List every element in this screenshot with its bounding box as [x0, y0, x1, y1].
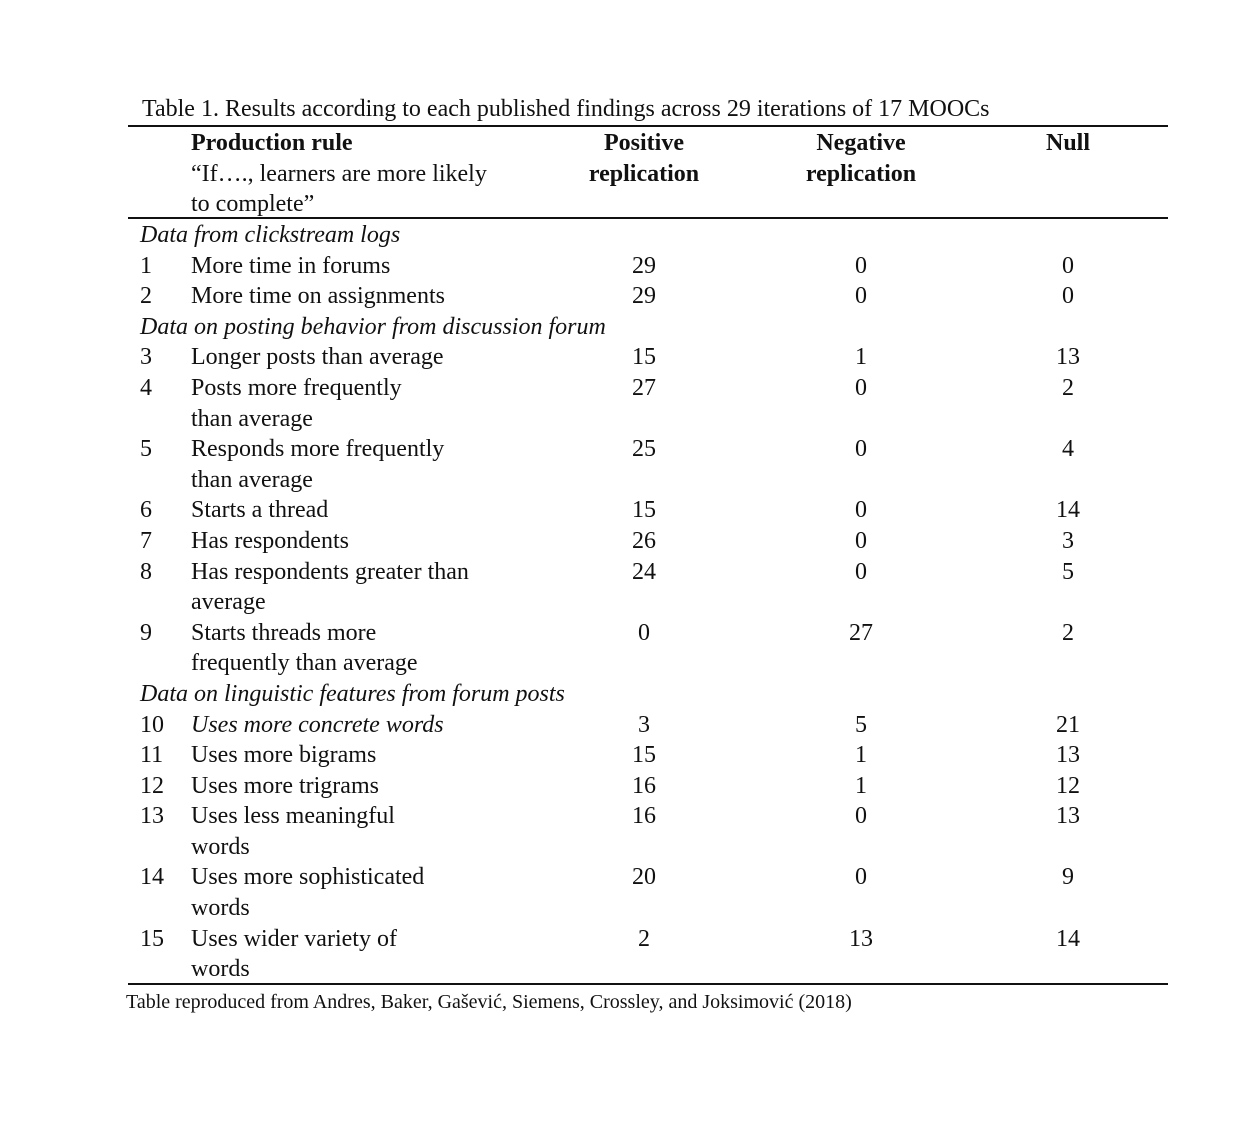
- row-rule: Starts a thread: [191, 497, 329, 524]
- row-positive: 16: [632, 772, 656, 799]
- table-row: [0, 710, 1254, 741]
- header-positive-replication: [534, 128, 754, 189]
- row-positive: 0: [638, 619, 650, 646]
- row-negative: 1: [855, 344, 867, 371]
- row-negative: 0: [855, 497, 867, 524]
- row-null: 12: [1056, 772, 1080, 799]
- row-rule: Uses more sophisticated words: [191, 864, 425, 922]
- row-number: 15: [140, 925, 164, 952]
- row-rule: Starts threads more frequently than average: [191, 619, 418, 677]
- row-negative: 27: [849, 619, 873, 646]
- row-negative: 5: [855, 711, 867, 738]
- row-negative: 13: [849, 925, 873, 952]
- row-rule: Longer posts than average: [191, 344, 444, 371]
- table-row: [0, 495, 1254, 526]
- table-row: [0, 251, 1254, 282]
- row-positive: 29: [632, 283, 656, 310]
- row-positive: 25: [632, 436, 656, 463]
- row-number: 11: [140, 742, 164, 769]
- row-positive: 15: [632, 742, 656, 769]
- header-production-rule-sub-1: “If…., learners are more likely: [191, 160, 487, 187]
- header-positive-line-2: replication: [588, 160, 700, 187]
- table-row: [0, 771, 1254, 802]
- row-number: 7: [140, 527, 152, 554]
- section-heading-posting: Data on posting behavior from discussion forum: [140, 313, 606, 340]
- row-positive: 29: [632, 252, 656, 279]
- row-rule: Uses more bigrams: [191, 742, 377, 769]
- row-positive: 15: [632, 497, 656, 524]
- row-null: 14: [1056, 925, 1080, 952]
- row-positive: 27: [632, 374, 656, 401]
- row-number: 8: [140, 558, 152, 585]
- row-number: 12: [140, 772, 164, 799]
- row-positive: 26: [632, 527, 656, 554]
- row-negative: 0: [855, 558, 867, 585]
- row-rule: Uses more concrete words: [191, 711, 444, 738]
- table-row: [0, 557, 1254, 618]
- header-negative-line-1: Negative: [816, 130, 906, 156]
- row-positive: 3: [638, 711, 650, 738]
- row-null: 21: [1056, 711, 1080, 738]
- table-caption: Table 1. Results according to each published findings across 29 iterations of 17 MOOCs: [142, 96, 990, 122]
- table-row: [0, 862, 1254, 923]
- row-null: 4: [1062, 436, 1074, 463]
- bottom-rule: [128, 983, 1168, 985]
- row-number: 5: [140, 436, 152, 463]
- row-null: 13: [1056, 803, 1080, 830]
- row-rule: Has respondents greater than average: [191, 558, 469, 616]
- row-positive: 2: [638, 925, 650, 952]
- row-negative: 0: [855, 283, 867, 310]
- row-negative: 0: [855, 864, 867, 891]
- table-row: [0, 373, 1254, 434]
- header-production-rule-sub-2: to complete”: [191, 191, 315, 217]
- row-null: 14: [1056, 497, 1080, 524]
- row-positive: 15: [632, 344, 656, 371]
- row-null: 13: [1056, 742, 1080, 769]
- table-body: [0, 220, 1254, 985]
- row-positive: 16: [632, 803, 656, 830]
- row-null: 0: [1062, 283, 1074, 310]
- row-rule: More time on assignments: [191, 283, 445, 310]
- table-row: [0, 434, 1254, 495]
- table-footnote: Table reproduced from Andres, Baker, Gašević, Siemens, Crossley, and Joksimović (2018): [126, 991, 852, 1013]
- row-rule: Uses wider variety of words: [191, 925, 397, 983]
- row-number: 14: [140, 864, 164, 891]
- row-null: 2: [1062, 374, 1074, 401]
- header-null-label: Null: [1045, 130, 1090, 156]
- row-rule: Has respondents: [191, 527, 349, 554]
- header-production-rule: [191, 128, 487, 220]
- row-rule: Uses more trigrams: [191, 772, 379, 799]
- row-number: 13: [140, 803, 164, 830]
- table-row: [0, 526, 1254, 557]
- row-positive: 24: [632, 558, 656, 585]
- top-rule: [128, 125, 1168, 127]
- header-negative-replication: [751, 128, 971, 189]
- row-null: 2: [1062, 619, 1074, 646]
- row-negative: 1: [855, 772, 867, 799]
- row-number: 6: [140, 497, 152, 524]
- row-number: 1: [140, 252, 152, 279]
- row-rule: Uses less meaningful words: [191, 803, 395, 860]
- row-number: 3: [140, 344, 152, 371]
- header-production-rule-title: Production rule: [191, 130, 353, 156]
- row-rule: More time in forums: [191, 252, 391, 279]
- table-row: [0, 924, 1254, 985]
- row-negative: 0: [855, 252, 867, 279]
- row-null: 0: [1062, 252, 1074, 279]
- table-row: [0, 801, 1254, 862]
- row-negative: 0: [855, 436, 867, 463]
- section-heading-clickstream: Data from clickstream logs: [140, 222, 401, 248]
- row-negative: 0: [855, 527, 867, 554]
- row-number: 10: [140, 711, 164, 738]
- header-negative-line-2: replication: [805, 160, 917, 187]
- row-positive: 20: [632, 864, 656, 891]
- row-number: 4: [140, 374, 152, 401]
- header-rule: [128, 217, 1168, 219]
- table-row: [0, 342, 1254, 373]
- table-row: [0, 740, 1254, 771]
- row-negative: 0: [855, 803, 867, 830]
- row-null: 3: [1062, 527, 1074, 554]
- row-rule: Posts more frequently than average: [191, 374, 402, 432]
- table-row: [0, 281, 1254, 312]
- row-negative: 0: [855, 374, 867, 401]
- header-null: [958, 128, 1178, 159]
- row-null: 13: [1056, 344, 1080, 371]
- table-row: [0, 618, 1254, 679]
- row-number: 2: [140, 283, 152, 310]
- row-number: 9: [140, 619, 152, 646]
- row-null: 5: [1062, 558, 1074, 585]
- row-rule: Responds more frequently than average: [191, 436, 445, 493]
- row-negative: 1: [855, 742, 867, 769]
- header-positive-line-1: Positive: [604, 130, 684, 156]
- section-heading-linguistic: Data on linguistic features from forum posts: [140, 680, 565, 707]
- row-null: 9: [1062, 864, 1074, 891]
